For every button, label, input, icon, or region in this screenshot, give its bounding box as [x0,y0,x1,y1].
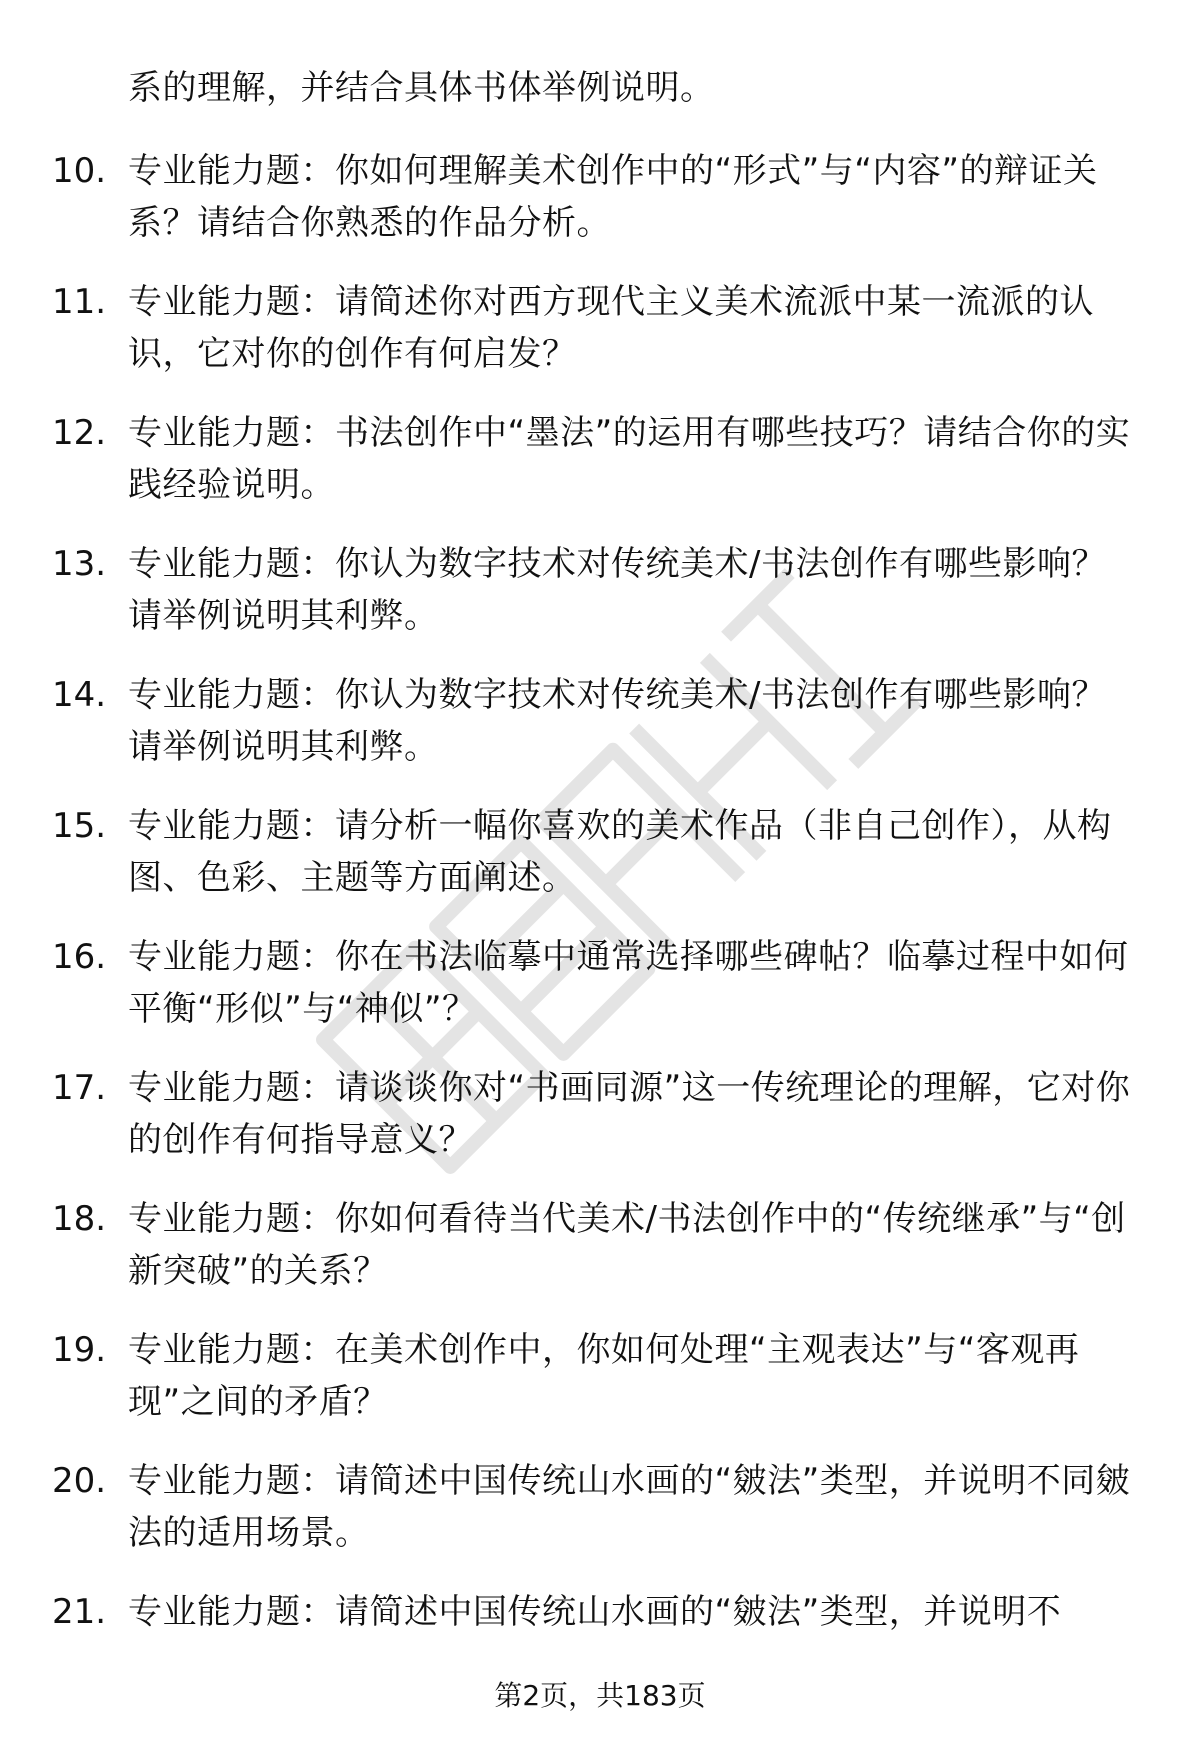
question-text: 专业能力题：请分析一幅你喜欢的美术作品（非自己创作），从构图、色彩、主题等方面阐述。 [128,806,1112,898]
question-item [0,1455,1200,1586]
question-number: 18. [52,1199,107,1239]
question-item [0,538,1200,669]
question-number: 15. [52,806,107,846]
question-number: 11. [52,282,107,322]
question-text: 专业能力题：在美术创作中，你如何处理“主观表达”与“客观再现”之间的矛盾？ [128,1330,1080,1422]
question-item [0,276,1200,407]
continued-text: 系的理解，并结合具体书体举例说明。 [128,68,715,108]
question-number: 12. [52,413,107,453]
question-text: 专业能力题：你认为数字技术对传统美术/书法创作有哪些影响？请举例说明其利弊。 [128,544,1106,636]
question-number: 13. [52,544,107,584]
question-text: 专业能力题：你在书法临摹中通常选择哪些碑帖？临摹过程中如何平衡“形似”与“神似”？ [128,937,1129,1029]
question-item [0,800,1200,931]
question-item [0,1062,1200,1193]
question-number: 10. [52,151,107,191]
question-list [0,145,1200,1717]
question-item [0,669,1200,800]
question-text: 专业能力题：你如何理解美术创作中的“形式”与“内容”的辩证关系？请结合你熟悉的作品分析。 [128,151,1098,243]
question-text: 专业能力题：请简述中国传统山水画的“皴法”类型，并说明不同皴法的适用场景。 [128,1461,1131,1553]
question-item [0,1193,1200,1324]
question-text: 专业能力题：请简述你对西方现代主义美术流派中某一流派的认识，它对你的创作有何启发？ [128,282,1094,374]
question-number: 20. [52,1461,107,1501]
page-number-footer: 第2页，共183页 [494,1679,706,1712]
question-number: 16. [52,937,107,977]
question-item [0,407,1200,538]
question-text: 专业能力题：请谈谈你对“书画同源”这一传统理论的理解，它对你的创作有何指导意义？ [128,1068,1131,1160]
question-text: 专业能力题：你如何看待当代美术/书法创作中的“传统继承”与“创新突破”的关系？ [128,1199,1126,1291]
question-text: 专业能力题：书法创作中“墨法”的运用有哪些技巧？请结合你的实践经验说明。 [128,413,1131,505]
question-number: 14. [52,675,107,715]
question-number: 19. [52,1330,107,1370]
question-text: 专业能力题：请简述中国传统山水画的“皴法”类型，并说明不 [128,1592,1062,1632]
question-item [0,931,1200,1062]
question-text: 专业能力题：你认为数字技术对传统美术/书法创作有哪些影响？请举例说明其利弊。 [128,675,1106,767]
question-number: 17. [52,1068,107,1108]
question-number: 21. [52,1592,107,1632]
question-item [0,145,1200,276]
question-item [0,1324,1200,1455]
